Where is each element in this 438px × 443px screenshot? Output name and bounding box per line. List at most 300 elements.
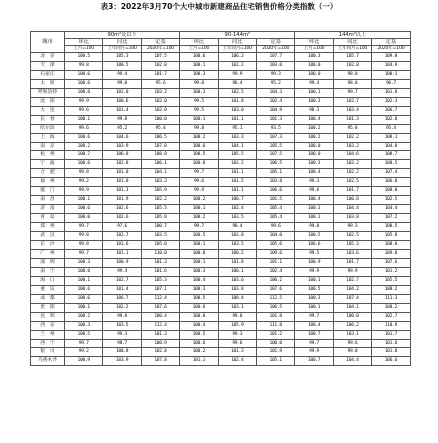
index-value-cell: 102.6 (103, 214, 141, 223)
index-value-cell: 99.7 (180, 169, 218, 178)
index-value-cell: 102.5 (218, 88, 256, 97)
index-value-cell: 100.6 (65, 133, 103, 142)
index-value-cell: 101.5 (218, 178, 256, 187)
index-value-cell: 104.8 (372, 142, 410, 151)
index-value-cell: 106.2 (333, 321, 371, 330)
index-value-cell: 99.8 (180, 124, 218, 133)
index-value-cell: 95.2 (103, 124, 141, 133)
index-value-cell: 99.8 (65, 241, 103, 250)
table-row (31, 249, 411, 258)
index-value-cell: 101.8 (256, 312, 294, 321)
table-row (31, 142, 411, 151)
sub-header-fixed-base: 定基 (372, 39, 410, 46)
base-label-same-month-last-year: 上年同月=100 (103, 46, 141, 53)
city-name-cell: 广 州 (31, 249, 65, 258)
index-value-cell: 103.6 (218, 276, 256, 285)
index-value-cell: 112.5 (256, 294, 294, 303)
index-value-cell: 100.2 (218, 249, 256, 258)
index-value-cell: 100.0 (256, 339, 294, 348)
index-value-cell: 100.2 (295, 133, 333, 142)
index-value-cell: 99.7 (180, 223, 218, 232)
table-row (31, 339, 411, 348)
index-value-cell: 99.9 (65, 187, 103, 196)
index-value-cell: 102.7 (372, 312, 410, 321)
index-value-cell: 99.6 (180, 178, 218, 187)
index-value-cell: 99.9 (333, 267, 371, 276)
index-value-cell: 103.0 (218, 106, 256, 115)
index-value-cell: 100.0 (295, 151, 333, 160)
index-value-cell: 103.8 (218, 285, 256, 294)
index-value-cell: 99.2 (65, 178, 103, 187)
index-value-cell: 110.9 (372, 321, 410, 330)
index-value-cell: 99.9 (218, 70, 256, 79)
base-label-last-month: 上月=100 (180, 46, 218, 53)
base-label-2020: 2020年=100 (372, 46, 410, 53)
index-value-cell: 100.6 (65, 70, 103, 79)
index-value-cell: 105.9 (141, 187, 179, 196)
index-value-cell: 103.5 (103, 321, 141, 330)
index-value-cell: 100.5 (103, 61, 141, 70)
index-value-cell: 107.5 (256, 151, 294, 160)
index-value-cell: 105.1 (256, 169, 294, 178)
sub-header-fixed-base: 定基 (141, 39, 179, 46)
index-value-cell: 100.4 (295, 169, 333, 178)
index-value-cell: 103.5 (218, 214, 256, 223)
index-value-cell: 101.7 (333, 258, 371, 267)
index-value-cell: 99.7 (295, 339, 333, 348)
index-value-cell: 100.7 (65, 151, 103, 160)
table-row (31, 53, 411, 62)
index-value-cell: 105.8 (141, 214, 179, 223)
index-value-cell: 101.5 (256, 196, 294, 205)
index-value-cell: 102.7 (333, 97, 371, 106)
base-label-2020: 2020年=100 (141, 46, 179, 53)
index-value-cell: 100.3 (180, 285, 218, 294)
index-value-cell: 100.6 (65, 294, 103, 303)
index-value-cell: 99.5 (180, 97, 218, 106)
city-name-cell: 上 海 (31, 133, 65, 142)
index-value-cell: 102.2 (333, 133, 371, 142)
group-header-small: 90m²及以下 (65, 32, 180, 39)
index-value-cell: 96.7 (372, 79, 410, 88)
index-value-cell: 103.2 (333, 160, 371, 169)
table-row (31, 88, 411, 97)
index-value-cell: 100.8 (103, 348, 141, 357)
index-value-cell: 100.1 (180, 61, 218, 70)
index-value-cell: 107.2 (372, 214, 410, 223)
index-value-cell: 101.8 (372, 348, 410, 357)
index-value-cell: 98.7 (103, 339, 141, 348)
city-name-cell: 长 春 (31, 115, 65, 124)
index-value-cell: 99.6 (65, 124, 103, 133)
index-value-cell: 100.4 (141, 312, 179, 321)
index-value-cell: 108.0 (372, 187, 410, 196)
table-row (31, 178, 411, 187)
index-value-cell: 101.1 (218, 187, 256, 196)
index-value-cell: 104.4 (372, 205, 410, 214)
table-row (31, 196, 411, 205)
index-value-cell: 106.5 (141, 133, 179, 142)
index-value-cell: 93.5 (256, 124, 294, 133)
index-value-cell: 105.1 (256, 357, 294, 366)
index-value-cell: 102.4 (218, 357, 256, 366)
base-label-last-month: 上月=100 (295, 46, 333, 53)
index-value-cell: 103.2 (141, 88, 179, 97)
index-value-cell: 106.2 (256, 276, 294, 285)
city-name-cell: 哈尔滨 (31, 124, 65, 133)
index-value-cell: 100.1 (180, 115, 218, 124)
sub-header-mom: 环比 (180, 39, 218, 46)
index-value-cell: 100.6 (65, 160, 103, 169)
index-value-cell: 99.4 (103, 70, 141, 79)
index-value-cell: 100.0 (65, 267, 103, 276)
index-value-cell: 95.2 (256, 79, 294, 88)
index-value-cell: 100.0 (295, 142, 333, 151)
index-value-cell: 100.3 (295, 53, 333, 62)
city-name-cell: 合 肥 (31, 169, 65, 178)
index-value-cell: 102.6 (103, 205, 141, 214)
city-name-cell: 济 南 (31, 205, 65, 214)
index-value-cell: 100.6 (65, 79, 103, 88)
index-value-cell: 101.9 (256, 348, 294, 357)
index-value-cell: 102.2 (141, 196, 179, 205)
index-value-cell: 112.4 (141, 321, 179, 330)
table-row (31, 214, 411, 223)
index-value-cell: 103.1 (333, 330, 371, 339)
index-value-cell: 106.8 (103, 151, 141, 160)
group-header-medium: 90-144m² (180, 32, 295, 39)
index-value-cell: 100.5 (372, 223, 410, 232)
index-value-cell: 102.2 (218, 160, 256, 169)
index-value-cell: 100.7 (141, 223, 179, 232)
index-value-cell: 106.1 (141, 160, 179, 169)
index-value-cell: 102.7 (103, 276, 141, 285)
index-value-cell: 100.7 (218, 196, 256, 205)
index-value-cell: 101.8 (372, 88, 410, 97)
index-value-cell: 99.6 (65, 106, 103, 115)
index-value-cell: 102.5 (372, 196, 410, 205)
index-value-cell: 100.1 (180, 205, 218, 214)
index-value-cell: 100.0 (65, 214, 103, 223)
index-value-cell: 99.5 (295, 249, 333, 258)
index-value-cell: 100.9 (141, 339, 179, 348)
table-row (31, 285, 411, 294)
index-value-cell: 100.1 (295, 303, 333, 312)
sub-header-mom: 环比 (295, 39, 333, 46)
index-value-cell: 100.0 (180, 160, 218, 169)
index-value-cell: 100.1 (65, 303, 103, 312)
index-value-cell: 100.7 (295, 330, 333, 339)
index-value-cell: 100.1 (218, 267, 256, 276)
table-row (31, 258, 411, 267)
index-value-cell: 99.6 (256, 223, 294, 232)
index-value-cell: 112.4 (141, 294, 179, 303)
index-value-cell: 102.8 (218, 232, 256, 241)
index-value-cell: 99.7 (333, 88, 371, 97)
index-value-cell: 100.6 (180, 339, 218, 348)
table-row (31, 223, 411, 232)
group-header-large: 144m²以上 (295, 32, 410, 39)
index-value-cell: 96.4 (218, 79, 256, 88)
table-row (31, 124, 411, 133)
sub-header-yoy: 同比 (218, 39, 256, 46)
index-value-cell: 100.4 (180, 321, 218, 330)
city-name-cell: 昆 明 (31, 312, 65, 321)
index-value-cell: 99.9 (295, 348, 333, 357)
table-row (31, 205, 411, 214)
base-label-same-month-last-year: 上年同月=100 (218, 46, 256, 53)
index-value-cell: 99.5 (180, 106, 218, 115)
index-value-cell: 100.2 (180, 214, 218, 223)
index-value-cell: 111.3 (372, 294, 410, 303)
city-name-cell: 海 口 (31, 276, 65, 285)
city-name-cell: 天 津 (31, 61, 65, 70)
index-value-cell: 103.5 (141, 232, 179, 241)
index-value-cell: 107.8 (141, 357, 179, 366)
index-value-cell: 107.6 (141, 303, 179, 312)
city-name-cell: 南 昌 (31, 196, 65, 205)
index-value-cell: 100.1 (295, 214, 333, 223)
index-value-cell: 100.2 (295, 124, 333, 133)
table-row (31, 312, 411, 321)
city-name-cell: 南 京 (31, 142, 65, 151)
index-value-cell: 102.8 (141, 348, 179, 357)
sub-header-fixed-base: 定基 (256, 39, 294, 46)
index-value-cell: 104.1 (333, 303, 371, 312)
index-value-cell: 100.1 (372, 70, 410, 79)
index-value-cell: 102.0 (333, 61, 371, 70)
city-name-cell: 呼和浩特 (31, 88, 65, 97)
base-label-2020: 2020年=100 (256, 46, 294, 53)
index-value-cell: 102.5 (333, 232, 371, 241)
index-value-cell: 100.3 (180, 88, 218, 97)
index-value-cell: 101.3 (218, 348, 256, 357)
index-value-cell: 98.8 (333, 79, 371, 88)
index-value-cell: 95.4 (141, 124, 179, 133)
index-value-cell: 99.9 (65, 97, 103, 106)
index-value-cell: 100.1 (295, 88, 333, 97)
index-value-cell: 107.7 (256, 53, 294, 62)
index-value-cell: 99.3 (295, 178, 333, 187)
city-name-cell: 武 汉 (31, 232, 65, 241)
city-name-cell: 太 原 (31, 79, 65, 88)
index-value-cell: 103.8 (333, 214, 371, 223)
index-value-cell: 100.3 (65, 258, 103, 267)
index-value-cell: 104.1 (141, 169, 179, 178)
index-value-cell: 105.0 (141, 241, 179, 250)
index-value-cell: 105.5 (141, 205, 179, 214)
index-value-cell: 100.1 (180, 241, 218, 250)
index-value-cell: 102.4 (218, 205, 256, 214)
city-name-cell: 北 京 (31, 53, 65, 62)
index-value-cell: 102.4 (256, 97, 294, 106)
city-name-cell: 石家庄 (31, 70, 65, 79)
index-value-cell: 100.9 (65, 357, 103, 366)
index-value-cell: 101.7 (141, 70, 179, 79)
index-value-cell: 99.7 (295, 312, 333, 321)
index-value-cell: 104.2 (333, 285, 371, 294)
index-value-cell: 101.1 (103, 249, 141, 258)
index-value-cell: 98.4 (218, 223, 256, 232)
index-value-cell: 100.6 (103, 97, 141, 106)
index-value-cell: 100.0 (65, 88, 103, 97)
index-value-cell: 100.5 (180, 294, 218, 303)
index-value-cell: 110.0 (141, 249, 179, 258)
index-value-cell: 99.4 (103, 267, 141, 276)
index-value-cell: 100.6 (65, 205, 103, 214)
index-value-cell: 99.3 (218, 330, 256, 339)
index-value-cell: 107.4 (372, 169, 410, 178)
index-value-cell: 102.7 (103, 232, 141, 241)
table-row (31, 97, 411, 106)
table-body (31, 53, 411, 366)
table-row (31, 267, 411, 276)
index-value-cell: 108.7 (372, 151, 410, 160)
index-value-cell: 100.2 (180, 348, 218, 357)
city-column-header: 城市 (31, 32, 65, 53)
table-row (31, 151, 411, 160)
index-value-cell: 100.3 (295, 97, 333, 106)
city-name-cell: 西 安 (31, 321, 65, 330)
index-value-cell: 100.0 (333, 312, 371, 321)
table-row (31, 115, 411, 124)
index-value-cell: 101.1 (218, 169, 256, 178)
index-value-cell: 98.3 (295, 106, 333, 115)
index-value-cell: 100.0 (180, 312, 218, 321)
index-value-cell: 100.5 (180, 330, 218, 339)
index-value-cell: 99.6 (218, 339, 256, 348)
index-value-cell: 101.3 (333, 115, 371, 124)
city-name-cell: 宁 波 (31, 160, 65, 169)
city-name-cell: 杭 州 (31, 151, 65, 160)
index-value-cell: 100.3 (180, 70, 218, 79)
index-value-cell: 95.4 (372, 124, 410, 133)
index-value-cell: 108.8 (141, 151, 179, 160)
index-value-cell: 100.1 (65, 196, 103, 205)
index-value-cell: 99.0 (333, 348, 371, 357)
index-value-cell: 101.4 (103, 285, 141, 294)
index-value-cell: 100.0 (180, 249, 218, 258)
index-value-cell: 107.8 (141, 142, 179, 151)
city-name-cell: 厦 门 (31, 187, 65, 196)
index-value-cell: 100.1 (295, 276, 333, 285)
base-label-same-month-last-year: 上年同月=100 (333, 46, 371, 53)
index-value-cell: 104.4 (333, 205, 371, 214)
index-value-cell: 99.8 (295, 223, 333, 232)
index-value-cell: 100.5 (65, 53, 103, 62)
index-value-cell: 99.4 (295, 79, 333, 88)
index-value-cell: 99.3 (333, 223, 371, 232)
table-title: 表3：2022年3月70个大中城市新建商品住宅销售价格分类指数（一） (100, 2, 338, 11)
table-row (31, 294, 411, 303)
index-value-cell: 108.5 (372, 160, 410, 169)
table-row (31, 160, 411, 169)
index-value-cell: 95.6 (141, 79, 179, 88)
index-value-cell: 105.4 (256, 205, 294, 214)
index-value-cell: 103.9 (103, 357, 141, 366)
city-name-cell: 青 岛 (31, 214, 65, 223)
table-row (31, 232, 411, 241)
index-value-cell: 105.3 (141, 276, 179, 285)
index-value-cell: 109.8 (372, 53, 410, 62)
index-value-cell: 97.6 (103, 223, 141, 232)
index-value-cell: 101.8 (218, 97, 256, 106)
city-name-cell: 银 川 (31, 348, 65, 357)
index-value-cell: 101.9 (103, 196, 141, 205)
index-value-cell: 101.6 (103, 241, 141, 250)
index-value-cell: 100.3 (295, 294, 333, 303)
index-value-cell: 100.3 (65, 321, 103, 330)
index-value-cell: 101.3 (141, 330, 179, 339)
index-value-cell: 100.1 (180, 258, 218, 267)
index-value-cell: 100.2 (180, 196, 218, 205)
index-value-cell: 100.9 (295, 258, 333, 267)
index-value-cell: 99.7 (65, 249, 103, 258)
index-value-cell: 101.4 (103, 106, 141, 115)
index-value-cell: 100.0 (295, 61, 333, 70)
index-value-cell: 99.7 (65, 223, 103, 232)
index-value-cell: 98.0 (333, 70, 371, 79)
index-value-cell: 100.4 (295, 115, 333, 124)
index-value-cell: 99.3 (103, 330, 141, 339)
city-name-cell: 长 沙 (31, 241, 65, 250)
index-value-cell: 100.6 (180, 53, 218, 62)
index-value-cell: 101.1 (180, 357, 218, 366)
index-value-cell: 101.3 (141, 258, 179, 267)
index-value-cell: 103.1 (218, 303, 256, 312)
index-value-cell: 99.0 (103, 79, 141, 88)
index-value-cell: 102.2 (103, 303, 141, 312)
index-value-cell: 102.0 (141, 106, 179, 115)
city-name-cell: 贵 阳 (31, 303, 65, 312)
index-value-cell: 102.8 (372, 115, 410, 124)
index-value-cell: 108.2 (372, 303, 410, 312)
index-value-cell: 105.8 (372, 232, 410, 241)
index-value-cell: 101.1 (218, 115, 256, 124)
city-name-cell: 沈 阳 (31, 97, 65, 106)
index-value-cell: 104.1 (218, 142, 256, 151)
index-value-cell: 102.5 (333, 178, 371, 187)
index-value-cell: 109.8 (372, 249, 410, 258)
index-value-cell: 101.3 (256, 115, 294, 124)
city-name-cell: 成 都 (31, 294, 65, 303)
index-value-cell: 104.4 (333, 357, 371, 366)
index-value-cell: 103.9 (103, 142, 141, 151)
city-name-cell: 郑 州 (31, 223, 65, 232)
index-value-cell: 105.3 (103, 53, 141, 62)
index-value-cell: 101.6 (372, 339, 410, 348)
city-name-cell: 南 宁 (31, 267, 65, 276)
index-value-cell: 100.3 (295, 160, 333, 169)
index-value-cell: 105.5 (372, 276, 410, 285)
index-value-cell: 104.3 (256, 88, 294, 97)
table-row (31, 330, 411, 339)
table-row (31, 348, 411, 357)
index-value-cell: 103.5 (218, 241, 256, 250)
base-label-last-month: 上月=100 (65, 46, 103, 53)
index-value-cell: 99.8 (180, 79, 218, 88)
index-value-cell: 106.5 (256, 160, 294, 169)
index-value-cell: 107.6 (256, 285, 294, 294)
index-value-cell: 107.4 (333, 294, 371, 303)
index-value-cell: 101.6 (141, 267, 179, 276)
index-value-cell: 101.0 (103, 178, 141, 187)
index-value-cell: 104.9 (256, 106, 294, 115)
index-value-cell: 101.7 (333, 187, 371, 196)
index-value-cell: 106.7 (103, 294, 141, 303)
index-value-cell: 100.5 (65, 330, 103, 339)
index-value-cell: 99.8 (65, 169, 103, 178)
